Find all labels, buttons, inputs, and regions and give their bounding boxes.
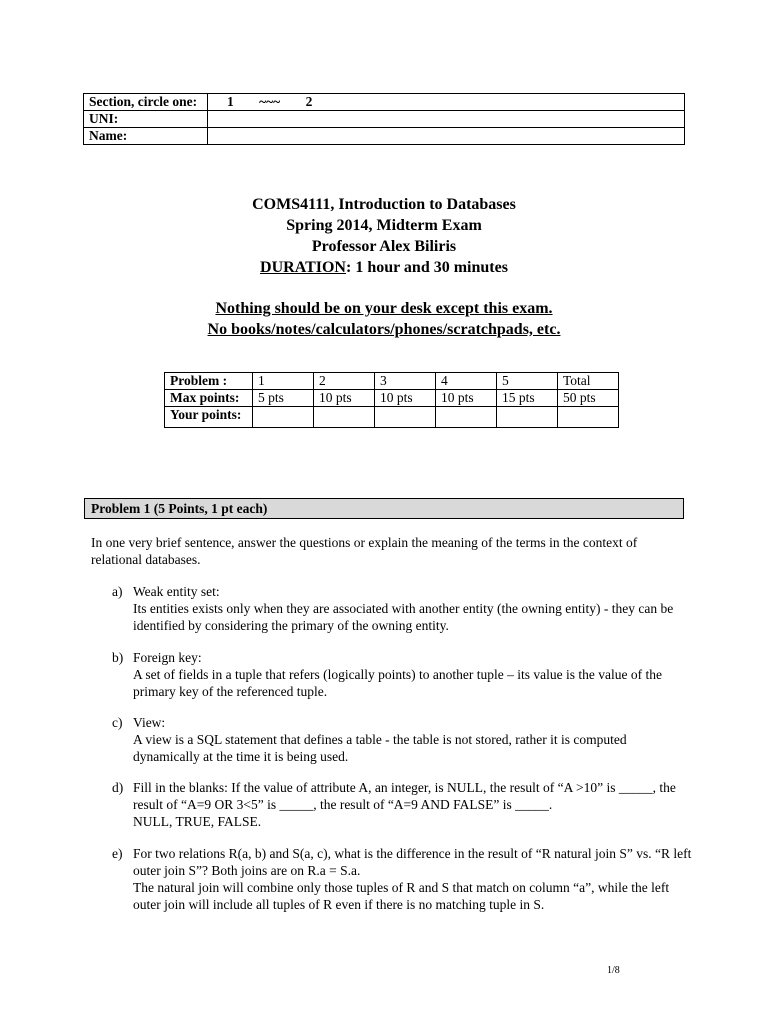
uni-label: UNI: — [84, 111, 208, 128]
student-info-table — [83, 93, 685, 145]
duration-value: : 1 hour and 30 minutes — [345, 259, 508, 276]
duration-line — [0, 257, 768, 278]
score-row-your-points — [165, 407, 619, 428]
your-points-cell — [375, 407, 436, 428]
problem-row-label: Problem : — [165, 373, 253, 390]
score-row-problem — [165, 373, 619, 390]
problem-cell: 2 — [314, 373, 375, 390]
answer-text: The natural join will combine only those tuples of R and S that match on column “a”, while the left outer join will include all tuples of R even if there is no matching tuple in S. — [133, 880, 670, 912]
max-points-cell: 10 pts — [436, 390, 497, 407]
question-letter: b) — [112, 650, 124, 665]
your-points-row-label: Your points: — [165, 407, 253, 428]
score-table — [164, 372, 619, 428]
your-points-cell — [436, 407, 497, 428]
max-points-cell: 10 pts — [314, 390, 375, 407]
name-row — [84, 128, 685, 145]
problem-cell-total: Total — [558, 373, 619, 390]
question-text: View: — [133, 715, 166, 730]
section-label: Section, circle one: — [84, 94, 208, 111]
question-letter: c) — [112, 715, 123, 730]
problem-cell: 5 — [497, 373, 558, 390]
your-points-cell — [314, 407, 375, 428]
exam-notice — [0, 298, 768, 340]
answer-text: NULL, TRUE, FALSE. — [133, 814, 262, 829]
page-number: 1/8 — [607, 965, 620, 976]
problem-1-intro: In one very brief sentence, answer the questions or explain the meaning of the terms in the context of relational databases. — [91, 535, 638, 567]
question-c — [112, 714, 692, 765]
name-label: Name: — [84, 128, 208, 145]
question-b — [112, 649, 692, 700]
uni-field — [208, 111, 685, 128]
notice-line-2: No books/notes/calculators/phones/scratchpads, etc. — [207, 321, 561, 338]
question-text: Fill in the blanks: If the value of attribute A, an integer, is NULL, the result of “A >10” is _____, the result of “A=9 OR 3<5” is _____, the result of “A=9 AND FALSE” is _____. — [133, 780, 676, 812]
duration-label: DURATION — [260, 259, 346, 276]
exam-term: Spring 2014, Midterm Exam — [286, 217, 482, 234]
name-field — [208, 128, 685, 145]
question-text: Foreign key: — [133, 650, 202, 665]
score-row-max-points — [165, 390, 619, 407]
max-points-cell: 10 pts — [375, 390, 436, 407]
problem-cell: 4 — [436, 373, 497, 390]
section-option-2: 2 — [305, 94, 313, 109]
professor-name: Professor Alex Biliris — [311, 238, 457, 255]
section-row — [84, 94, 685, 111]
problem-1-header: Problem 1 (5 Points, 1 pt each) — [84, 498, 684, 519]
notice-line-1: Nothing should be on your desk except this exam. — [215, 300, 553, 317]
uni-row — [84, 111, 685, 128]
section-option-1: 1 — [227, 94, 234, 109]
question-letter: d) — [112, 780, 124, 795]
section-options — [208, 94, 685, 111]
question-text: For two relations R(a, b) and S(a, c), what is the difference in the result of “R natural join S” vs. “R left outer join S”? Both joins are on R.a = S.a. — [133, 846, 692, 878]
course-title: COMS4111, Introduction to Databases — [252, 196, 516, 213]
your-points-cell — [497, 407, 558, 428]
question-text: Weak entity set: — [133, 584, 220, 599]
question-letter: a) — [112, 584, 123, 599]
problem-cell: 1 — [253, 373, 314, 390]
your-points-cell — [253, 407, 314, 428]
exam-title-block — [0, 194, 768, 278]
max-points-cell-total: 50 pts — [558, 390, 619, 407]
section-option-separator: ~~~ — [259, 94, 281, 109]
answer-text: A view is a SQL statement that defines a table - the table is not stored, rather it is computed dynamically at the time it is being used. — [133, 732, 627, 764]
problem-cell: 3 — [375, 373, 436, 390]
max-points-cell: 5 pts — [253, 390, 314, 407]
max-points-row-label: Max points: — [165, 390, 253, 407]
question-a — [112, 583, 692, 634]
answer-text: A set of fields in a tuple that refers (logically points) to another tuple – its value is the value of the primary key of the referenced tuple. — [133, 667, 662, 699]
question-e — [112, 845, 692, 913]
your-points-cell-total — [558, 407, 619, 428]
max-points-cell: 15 pts — [497, 390, 558, 407]
question-d — [112, 779, 692, 830]
question-letter: e) — [112, 846, 123, 861]
answer-text: Its entities exists only when they are associated with another entity (the owning entity) - they can be identified by considering the primary of the owning entity. — [133, 601, 674, 633]
